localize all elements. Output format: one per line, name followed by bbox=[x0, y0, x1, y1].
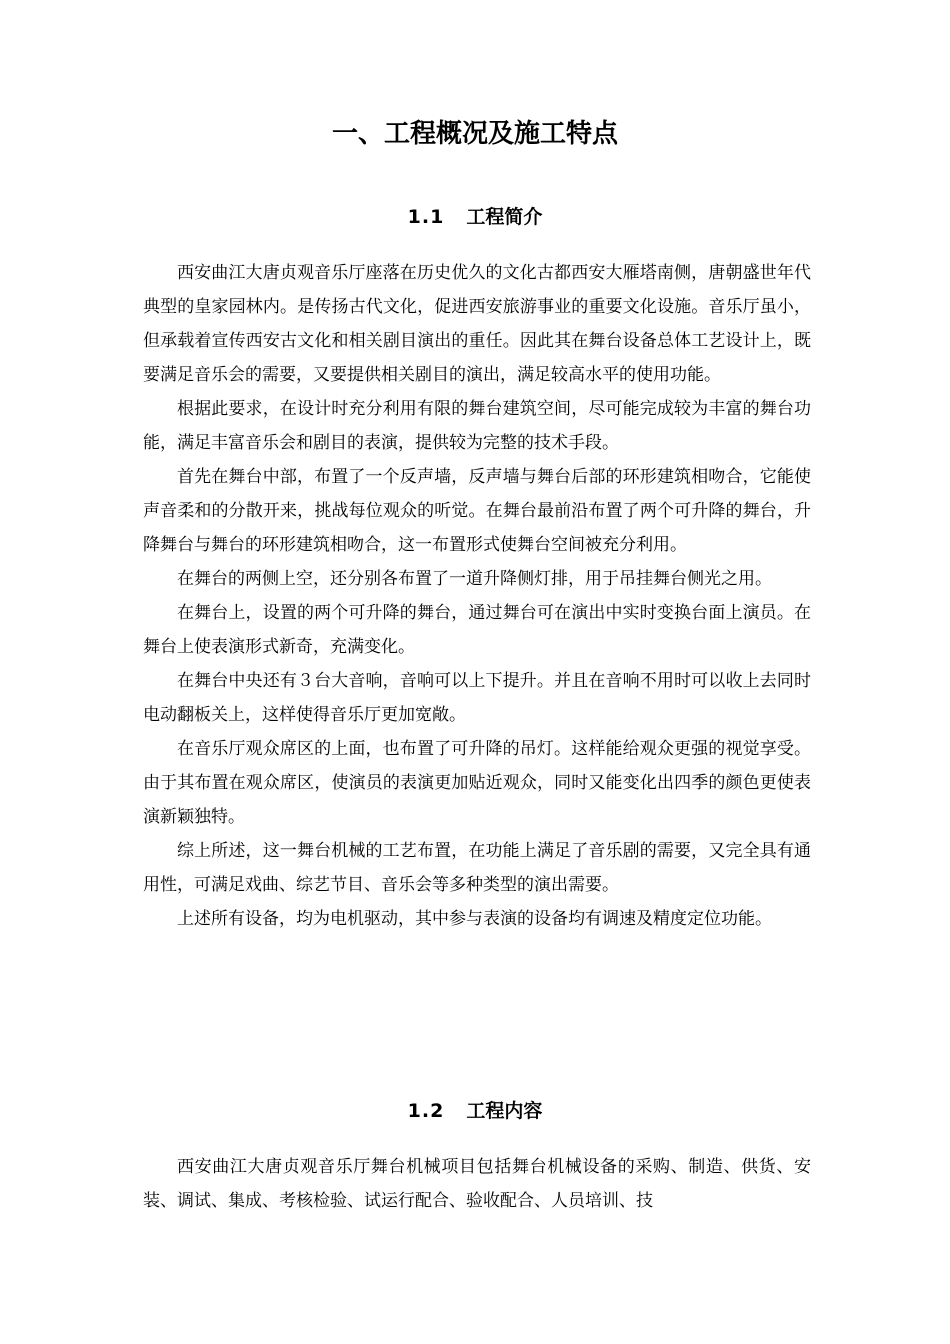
paragraph: 首先在舞台中部，布置了一个反声墙，反声墙与舞台后部的环形建筑相吻合，它能使声音柔和的分散开来，挑战每位观众的听觉。在舞台最前沿布置了两个可升降的舞台，升降舞台与舞台的环形建筑相吻合，这一布置形式使舞台空间被充分利用。 bbox=[143, 467, 811, 555]
paragraph: 根据此要求，在设计时充分利用有限的舞台建筑空间，尽可能完成较为丰富的舞台功能，满足丰富音乐会和剧目的表演，提供较为完整的技术手段。 bbox=[143, 399, 811, 453]
paragraph: 在舞台上，设置的两个可升降的舞台，通过舞台可在演出中实时变换台面上演员。在舞台上使表演形式新奇，充满变化。 bbox=[143, 603, 811, 657]
paragraph: 综上所述，这一舞台机械的工艺布置，在功能上满足了音乐剧的需要，又完全具有通用性，可满足戏曲、综艺节目、音乐会等多种类型的演出需要。 bbox=[143, 841, 811, 895]
paragraph: 在舞台的两侧上空，还分别各布置了一道升降侧灯排，用于吊挂舞台侧光之用。 bbox=[177, 569, 772, 589]
section-body-1-2 bbox=[143, 1150, 811, 1218]
section-number: 1.2 bbox=[407, 1100, 445, 1122]
paragraph: 在音乐厅观众席区的上面，也布置了可升降的吊灯。这样能给观众更强的视觉享受。由于其布置在观众席区，使演员的表演更加贴近观众，同时又能变化出四季的颜色更使表演新颖独特。 bbox=[143, 739, 811, 827]
section-title-text: 工程内容 bbox=[466, 1100, 543, 1122]
section-title-text: 工程简介 bbox=[466, 206, 543, 228]
paragraph: 西安曲江大唐贞观音乐厅舞台机械项目包括舞台机械设备的采购、制造、供货、安装、调试、集成、考核检验、试运行配合、验收配合、人员培训、技 bbox=[143, 1157, 811, 1211]
section-body-1-1 bbox=[143, 256, 811, 936]
section-number: 1.1 bbox=[407, 206, 445, 228]
section-heading-1-1 bbox=[0, 201, 950, 233]
paragraph: 上述所有设备，均为电机驱动，其中参与表演的设备均有调速及精度定位功能。 bbox=[177, 909, 772, 929]
paragraph: 西安曲江大唐贞观音乐厅座落在历史优久的文化古都西安大雁塔南侧，唐朝盛世年代典型的皇家园林内。是传扬古代文化，促进西安旅游事业的重要文化设施。音乐厅虽小，但承载着宣传西安古文化和相关剧目演出的重任。因此其在舞台设备总体工艺设计上，既要满足音乐会的需要，又要提供相关剧目的演出，满足较高水平的使用功能。 bbox=[143, 263, 811, 385]
section-heading-1-2 bbox=[0, 1095, 950, 1127]
chapter-title: 一、工程概况及施工特点 bbox=[331, 119, 618, 149]
paragraph: 在舞台中央还有３台大音响，音响可以上下提升。并且在音响不用时可以收上去同时电动翻板关上，这样使得音乐厅更加宽敞。 bbox=[143, 671, 811, 725]
